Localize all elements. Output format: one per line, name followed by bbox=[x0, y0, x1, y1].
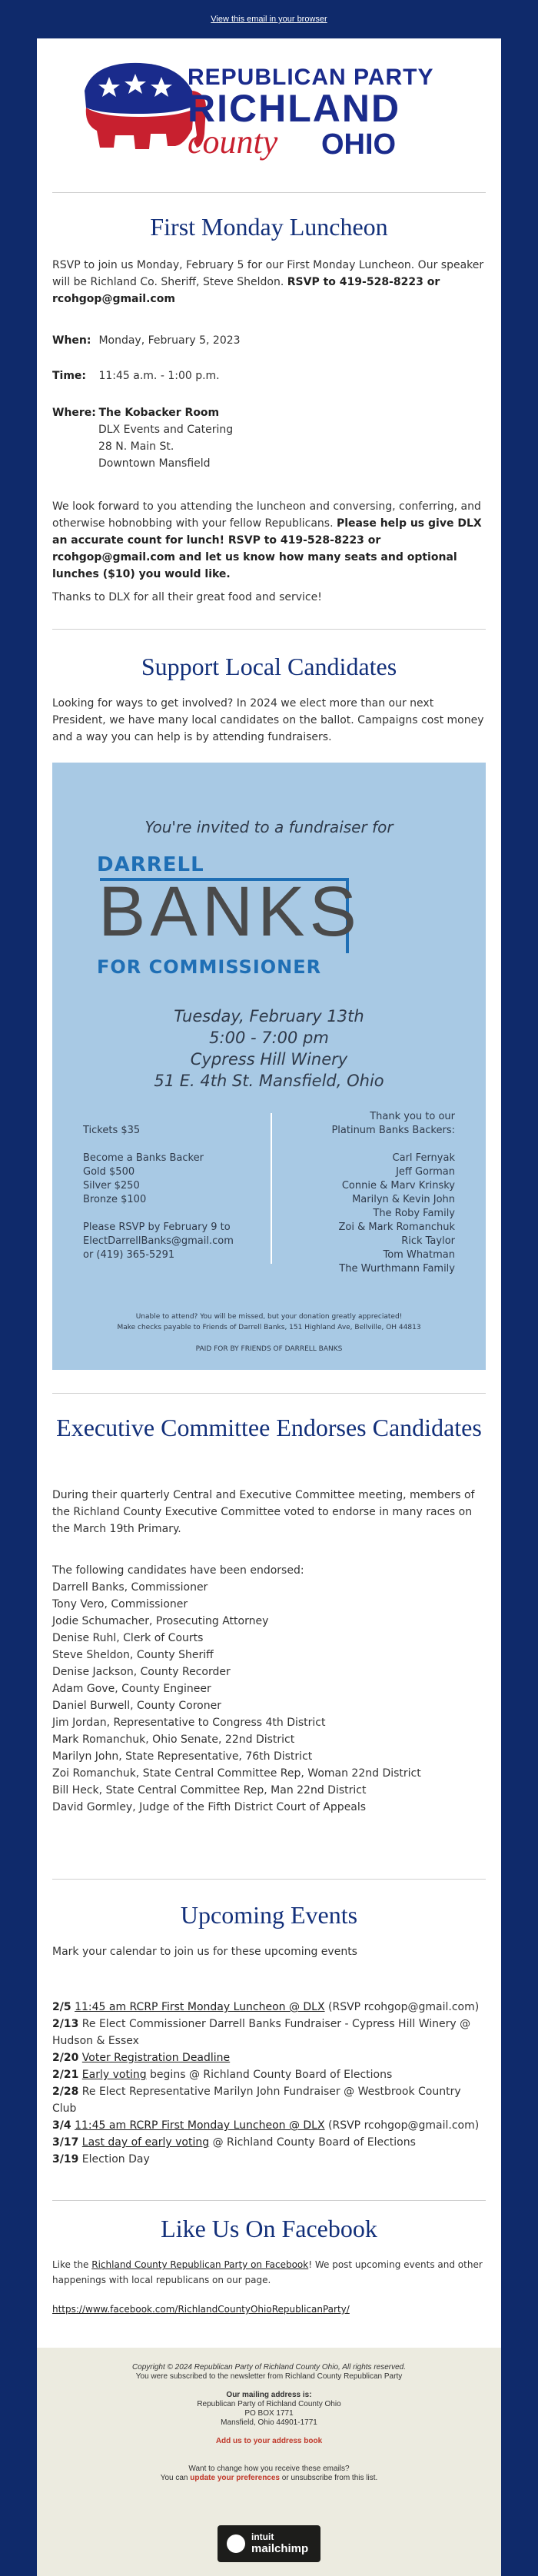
top-bar bbox=[0, 0, 538, 38]
list-item: Jim Jordan, Representative to Congress 4th District bbox=[52, 1717, 326, 1729]
events-list bbox=[52, 1999, 486, 2168]
event-item: 2/20 Voter Registration Deadline bbox=[52, 2052, 231, 2064]
list-item: Darrell Banks, Commissioner bbox=[52, 1581, 208, 1594]
flyer-fine-print: Unable to attend? You will be missed, but your donation greatly appreciated! bbox=[135, 1313, 403, 1321]
list-item: Adam Gove, County Engineer bbox=[52, 1683, 211, 1695]
flyer-backer: Marilyn & Kevin John bbox=[352, 1194, 455, 1205]
footer-mail-line: PO BOX 1771 bbox=[244, 2409, 294, 2418]
endorse-list bbox=[52, 1579, 486, 1816]
event-link[interactable]: Last day of early voting bbox=[81, 2136, 210, 2149]
flyer-backer: The Roby Family bbox=[373, 1208, 455, 1219]
flyer-name-last: BANKS bbox=[98, 873, 361, 951]
footer-mail-line: Mansfield, Ohio 44901-1771 bbox=[221, 2418, 317, 2427]
event-link[interactable]: 11:45 am RCRP First Monday Luncheon @ DLX bbox=[75, 2119, 325, 2132]
logo-line-3b: OHIO bbox=[321, 128, 397, 161]
unsubscribe-link[interactable]: unsubscribe from this list bbox=[291, 2474, 376, 2482]
flyer-thanks: Thank you to our bbox=[370, 1111, 455, 1122]
flyer-right-column bbox=[283, 1110, 455, 1276]
when-row: When: Monday, February 5, 2023 bbox=[52, 334, 241, 347]
flyer-date: Tuesday, February 13th bbox=[174, 1007, 364, 1025]
mailchimp-badge-line2: mailchimp bbox=[251, 2542, 309, 2555]
footer-copyright: Copyright © 2024 Republican Party of Richland County Ohio, All rights reserved. bbox=[131, 2363, 407, 2372]
view-in-browser-link[interactable]: View this email in your browser bbox=[211, 15, 327, 24]
flyer-address: 51 E. 4th St. Mansfield, Ohio bbox=[154, 1072, 384, 1090]
divider bbox=[52, 2200, 486, 2201]
mailchimp-badge[interactable] bbox=[218, 2525, 320, 2562]
facebook-url-link[interactable]: https://www.facebook.com/RichlandCountyOhioRepublicanParty/ bbox=[52, 2304, 350, 2315]
update-preferences-link[interactable]: update your preferences bbox=[190, 2474, 280, 2482]
logo-line-2: RICHLAND bbox=[188, 87, 401, 130]
list-item: Mark Romanchuk, Ohio Senate, 22nd District bbox=[52, 1733, 295, 1746]
event-link[interactable]: Voter Registration Deadline bbox=[81, 2052, 231, 2064]
list-item: Zoi Romanchuk, State Central Committee Rep, Woman 22nd District bbox=[52, 1767, 421, 1780]
event-item: 2/28 Re Elect Representative Marilyn John Fundraiser @ Westbrook Country Club bbox=[52, 2086, 461, 2115]
logo-line-1: REPUBLICAN PARTY bbox=[188, 65, 434, 90]
mailchimp-icon bbox=[227, 2534, 245, 2553]
list-item: Daniel Burwell, County Coroner bbox=[52, 1700, 221, 1712]
flyer-venue: Cypress Hill Winery bbox=[190, 1050, 348, 1069]
flyer-rsvp: or (419) 365-5291 bbox=[83, 1249, 175, 1261]
facebook-title: Like Us On Facebook bbox=[161, 2215, 377, 2242]
where-row: Where: The Kobacker Room DLX Events and Catering 28 N. Main St. Downtown Mansfield bbox=[52, 407, 234, 470]
event-item: 2/5 11:45 am RCRP First Monday Luncheon @ DLX (RSVP rcohgop@gmail.com) bbox=[52, 2001, 480, 2013]
divider bbox=[52, 1393, 486, 1394]
flyer-level: Gold $500 bbox=[83, 1166, 135, 1178]
flyer-backer: Carl Fernyak bbox=[392, 1152, 455, 1164]
time-row: Time: 11:45 a.m. - 1:00 p.m. bbox=[52, 370, 220, 382]
facebook-url-row bbox=[52, 2302, 486, 2317]
luncheon-thanks: Thanks to DLX for all their great food and service! bbox=[52, 591, 322, 603]
footer-preferences: You can update your preferences or unsubscribe from this list. bbox=[160, 2474, 378, 2482]
divider bbox=[52, 192, 486, 193]
flyer-name-first: DARRELL bbox=[97, 853, 204, 876]
flyer-left-column bbox=[83, 1124, 260, 1262]
divider bbox=[52, 629, 486, 630]
list-item: David Gormley, Judge of the Fifth District Court of Appeals bbox=[52, 1801, 367, 1813]
event-link[interactable]: Early voting bbox=[81, 2069, 147, 2081]
endorse-title: Executive Committee Endorses Candidates bbox=[56, 1414, 482, 1441]
divider bbox=[52, 1879, 486, 1880]
event-link[interactable]: 11:45 am RCRP First Monday Luncheon @ DLX bbox=[75, 2001, 325, 2013]
endorse-list-intro: The following candidates have been endorsed: bbox=[52, 1564, 304, 1577]
footer-add-row bbox=[37, 2437, 501, 2446]
flyer-backer: The Wurthmann Family bbox=[339, 1263, 455, 1275]
support-body: Looking for ways to get involved? In 2024 we elect more than our next President, we have many local candidates on the ballot. Campaigns cost money and a way you can help is by attending fundraisers. bbox=[52, 697, 484, 743]
flyer-level: Bronze $100 bbox=[83, 1194, 147, 1205]
flyer-time: 5:00 - 7:00 pm bbox=[209, 1029, 329, 1047]
event-item: 2/21 Early voting begins @ Richland County Board of Elections bbox=[52, 2069, 393, 2081]
footer-subscribed: You were subscribed to the newsletter from Richland County Republican Party bbox=[135, 2372, 403, 2381]
list-item: Marilyn John, State Representative, 76th District bbox=[52, 1750, 313, 1763]
event-item: 3/19 Election Day bbox=[52, 2153, 150, 2166]
facebook-body: Like the Richland County Republican Party on Facebook! We post upcoming events and other happenings with local republicans on our page. bbox=[52, 2259, 483, 2285]
flyer-backer: Tom Whatman bbox=[383, 1249, 455, 1261]
flyer-thanks: Platinum Banks Backers: bbox=[331, 1125, 455, 1136]
flyer-backer: Rick Taylor bbox=[401, 1235, 455, 1247]
list-item: Tony Vero, Commissioner bbox=[52, 1598, 188, 1610]
luncheon-intro: RSVP to join us Monday, February 5 for our First Monday Luncheon. Our speaker will be Richland Co. Sheriff, Steve Sheldon. RSVP to 419-528-8223 or rcohgop@gmail.com bbox=[52, 259, 484, 305]
footer bbox=[37, 2348, 501, 2576]
mailchimp-badge-line1: intuit bbox=[251, 2531, 274, 2542]
flyer-fine-print: Make checks payable to Friends of Darrell Banks, 151 Highland Ave, Bellville, OH 44813 bbox=[117, 1324, 421, 1331]
flyer-name-office: FOR COMMISSIONER bbox=[97, 956, 322, 978]
party-logo bbox=[37, 38, 501, 192]
flyer-level: Silver $250 bbox=[83, 1180, 140, 1192]
flyer-tickets: Tickets $35 bbox=[83, 1125, 141, 1136]
footer-mail-line: Republican Party of Richland County Ohio bbox=[197, 2400, 341, 2408]
events-intro: Mark your calendar to join us for these upcoming events bbox=[52, 1946, 357, 1958]
flyer-backer: Jeff Gorman bbox=[396, 1166, 455, 1178]
flyer-backer: Connie & Marv Krinsky bbox=[341, 1180, 455, 1192]
support-title: Support Local Candidates bbox=[141, 653, 397, 680]
luncheon-body: We look forward to you attending the luncheon and conversing, conferring, and otherwise hobnobbing with your fellow Republicans. Please help us give DLX an accurate count for lunch! RSVP to 419-528-8223 or rcohgop@gmail.com and let us know how many seats and optional lunches ($10) you would like. bbox=[52, 500, 482, 580]
list-item: Bill Heck, State Central Committee Rep, Man 22nd District bbox=[52, 1784, 367, 1797]
event-item: 2/13 Re Elect Commissioner Darrell Banks Fundraiser - Cypress Hill Winery @ Hudson & Essex bbox=[52, 2018, 471, 2047]
flyer-paid-for: PAID FOR BY FRIENDS OF DARRELL BANKS bbox=[195, 1345, 343, 1353]
add-to-address-book-link[interactable]: Add us to your address book bbox=[215, 2437, 323, 2445]
logo-line-3a: county bbox=[188, 123, 278, 161]
flyer-column-divider bbox=[271, 1113, 272, 1264]
endorse-body: During their quarterly Central and Executive Committee meeting, members of the Richland County Executive Committee voted to endorse in many races on the March 19th Primary. bbox=[52, 1489, 475, 1535]
event-item: 3/4 11:45 am RCRP First Monday Luncheon @ DLX (RSVP rcohgop@gmail.com) bbox=[52, 2119, 480, 2132]
fundraiser-flyer bbox=[52, 763, 486, 1370]
footer-change: Want to change how you receive these emails? bbox=[188, 2465, 350, 2473]
flyer-rsvp: ElectDarrellBanks@gmail.com bbox=[83, 1235, 234, 1247]
event-item: 3/17 Last day of early voting @ Richland County Board of Elections bbox=[52, 2136, 416, 2149]
events-title: Upcoming Events bbox=[180, 1901, 358, 1929]
flyer-rsvp: Please RSVP by February 9 to bbox=[83, 1222, 231, 1233]
luncheon-title: First Monday Luncheon bbox=[150, 213, 388, 241]
flyer-invite: You're invited to a fundraiser for bbox=[144, 818, 394, 836]
footer-mail-heading: Our mailing address is: bbox=[226, 2391, 312, 2399]
facebook-page-link[interactable]: Richland County Republican Party on Facebook bbox=[91, 2259, 309, 2270]
flyer-level: Become a Banks Backer bbox=[83, 1152, 204, 1164]
list-item: Denise Jackson, County Recorder bbox=[52, 1666, 231, 1678]
list-item: Denise Ruhl, Clerk of Courts bbox=[52, 1632, 204, 1644]
list-item: Jodie Schumacher, Prosecuting Attorney bbox=[52, 1615, 269, 1627]
flyer-backer: Zoi & Mark Romanchuk bbox=[338, 1222, 455, 1233]
list-item: Steve Sheldon, County Sheriff bbox=[52, 1649, 214, 1661]
